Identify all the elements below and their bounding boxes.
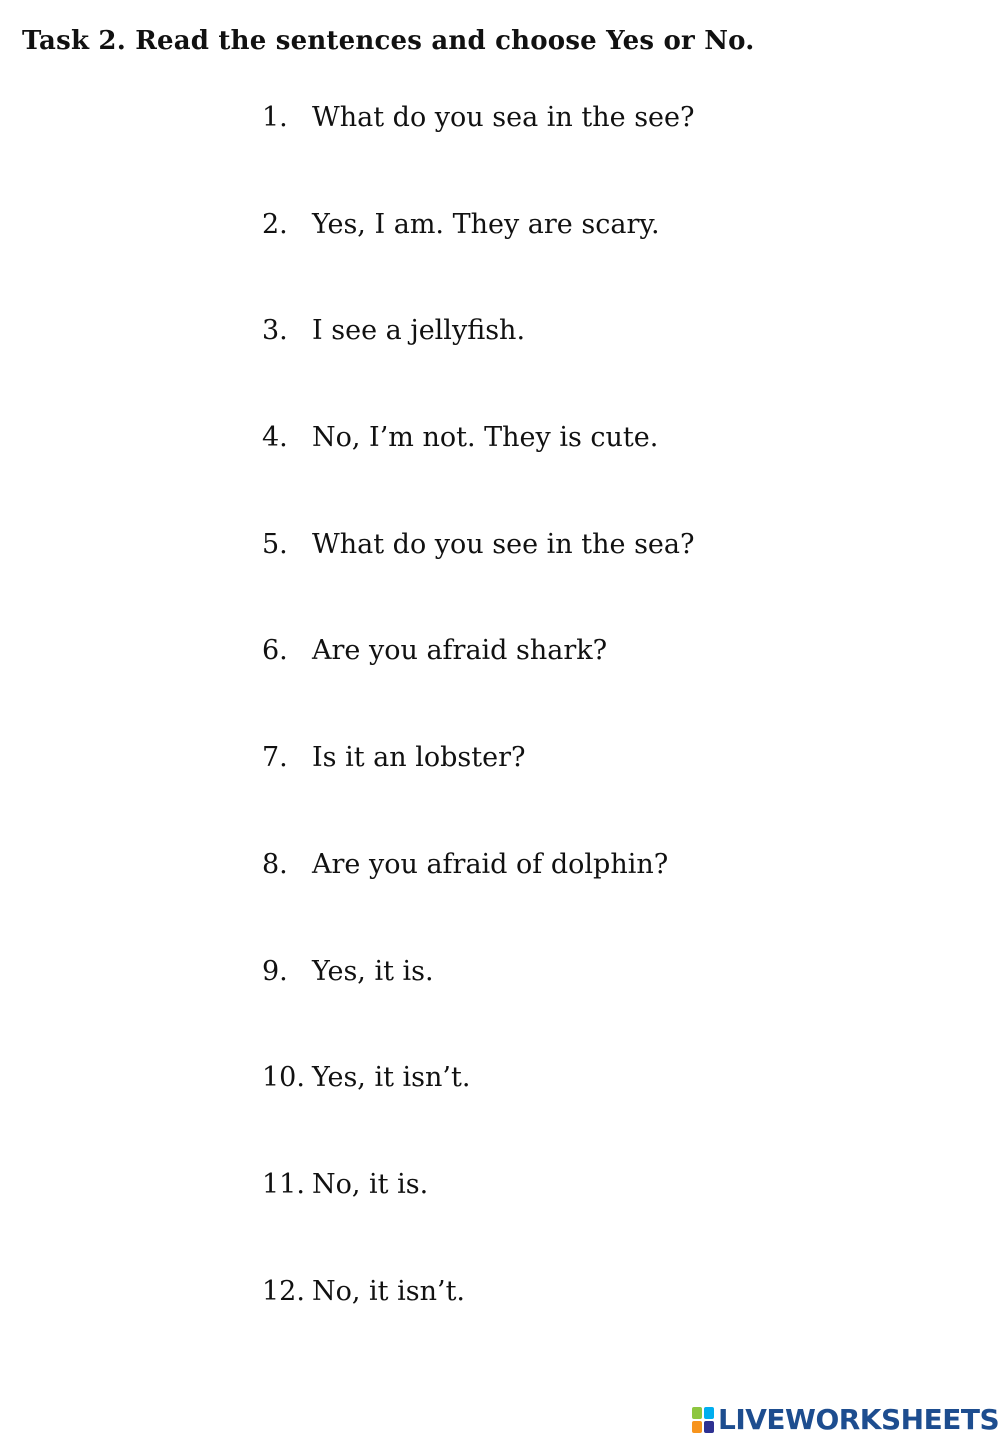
task-title: Task 2. Read the sentences and choose Yes or No. xyxy=(22,26,755,56)
sentence-item-12 xyxy=(262,1272,694,1379)
sentence-number: 7. xyxy=(262,742,288,774)
sentence-item-6 xyxy=(262,631,694,738)
sentence-text: Is it an lobster? xyxy=(312,742,526,774)
sentence-text: Yes, I am. They are scary. xyxy=(312,208,660,240)
sentence-text: Are you afraid shark? xyxy=(312,635,608,667)
sentence-item-4 xyxy=(262,418,694,525)
sentence-text: Yes, it isn’t. xyxy=(312,1062,471,1094)
sentence-text: No, it is. xyxy=(312,1168,429,1200)
sentence-text: No, it isn’t. xyxy=(312,1275,466,1307)
sentence-number: 12. xyxy=(262,1275,305,1307)
liveworksheets-logo-icon xyxy=(692,1407,714,1433)
sentence-number: 10. xyxy=(262,1062,305,1094)
sentence-item-1 xyxy=(262,98,694,205)
sentence-number: 1. xyxy=(262,102,288,133)
sentence-text: I see a jellyfish. xyxy=(312,315,526,347)
sentence-text: Are you afraid of dolphin? xyxy=(312,848,669,880)
sentence-number: 11. xyxy=(262,1168,305,1200)
liveworksheets-logo-text: LIVEWORKSHEETS xyxy=(718,1403,1000,1436)
sentence-number: 2. xyxy=(262,208,288,240)
sentence-number: 8. xyxy=(262,848,288,880)
sentence-text: What do you sea in the see? xyxy=(312,102,695,133)
sentence-item-5 xyxy=(262,525,694,632)
sentence-item-9 xyxy=(262,952,694,1059)
sentence-item-8 xyxy=(262,845,694,952)
sentence-text: No, I’m not. They is cute. xyxy=(312,422,659,454)
sentence-item-11 xyxy=(262,1165,694,1272)
sentence-number: 4. xyxy=(262,422,288,454)
liveworksheets-logo[interactable] xyxy=(692,1404,999,1436)
sentence-item-7 xyxy=(262,738,694,845)
sentence-text: Yes, it is. xyxy=(312,955,434,987)
sentence-number: 6. xyxy=(262,635,288,667)
sentence-number: 5. xyxy=(262,528,288,560)
sentence-list xyxy=(262,98,694,1378)
sentence-number: 3. xyxy=(262,315,288,347)
sentence-item-10 xyxy=(262,1058,694,1165)
sentence-item-3 xyxy=(262,311,694,418)
sentence-item-2 xyxy=(262,205,694,312)
sentence-text: What do you see in the sea? xyxy=(312,528,695,560)
sentence-number: 9. xyxy=(262,955,288,987)
